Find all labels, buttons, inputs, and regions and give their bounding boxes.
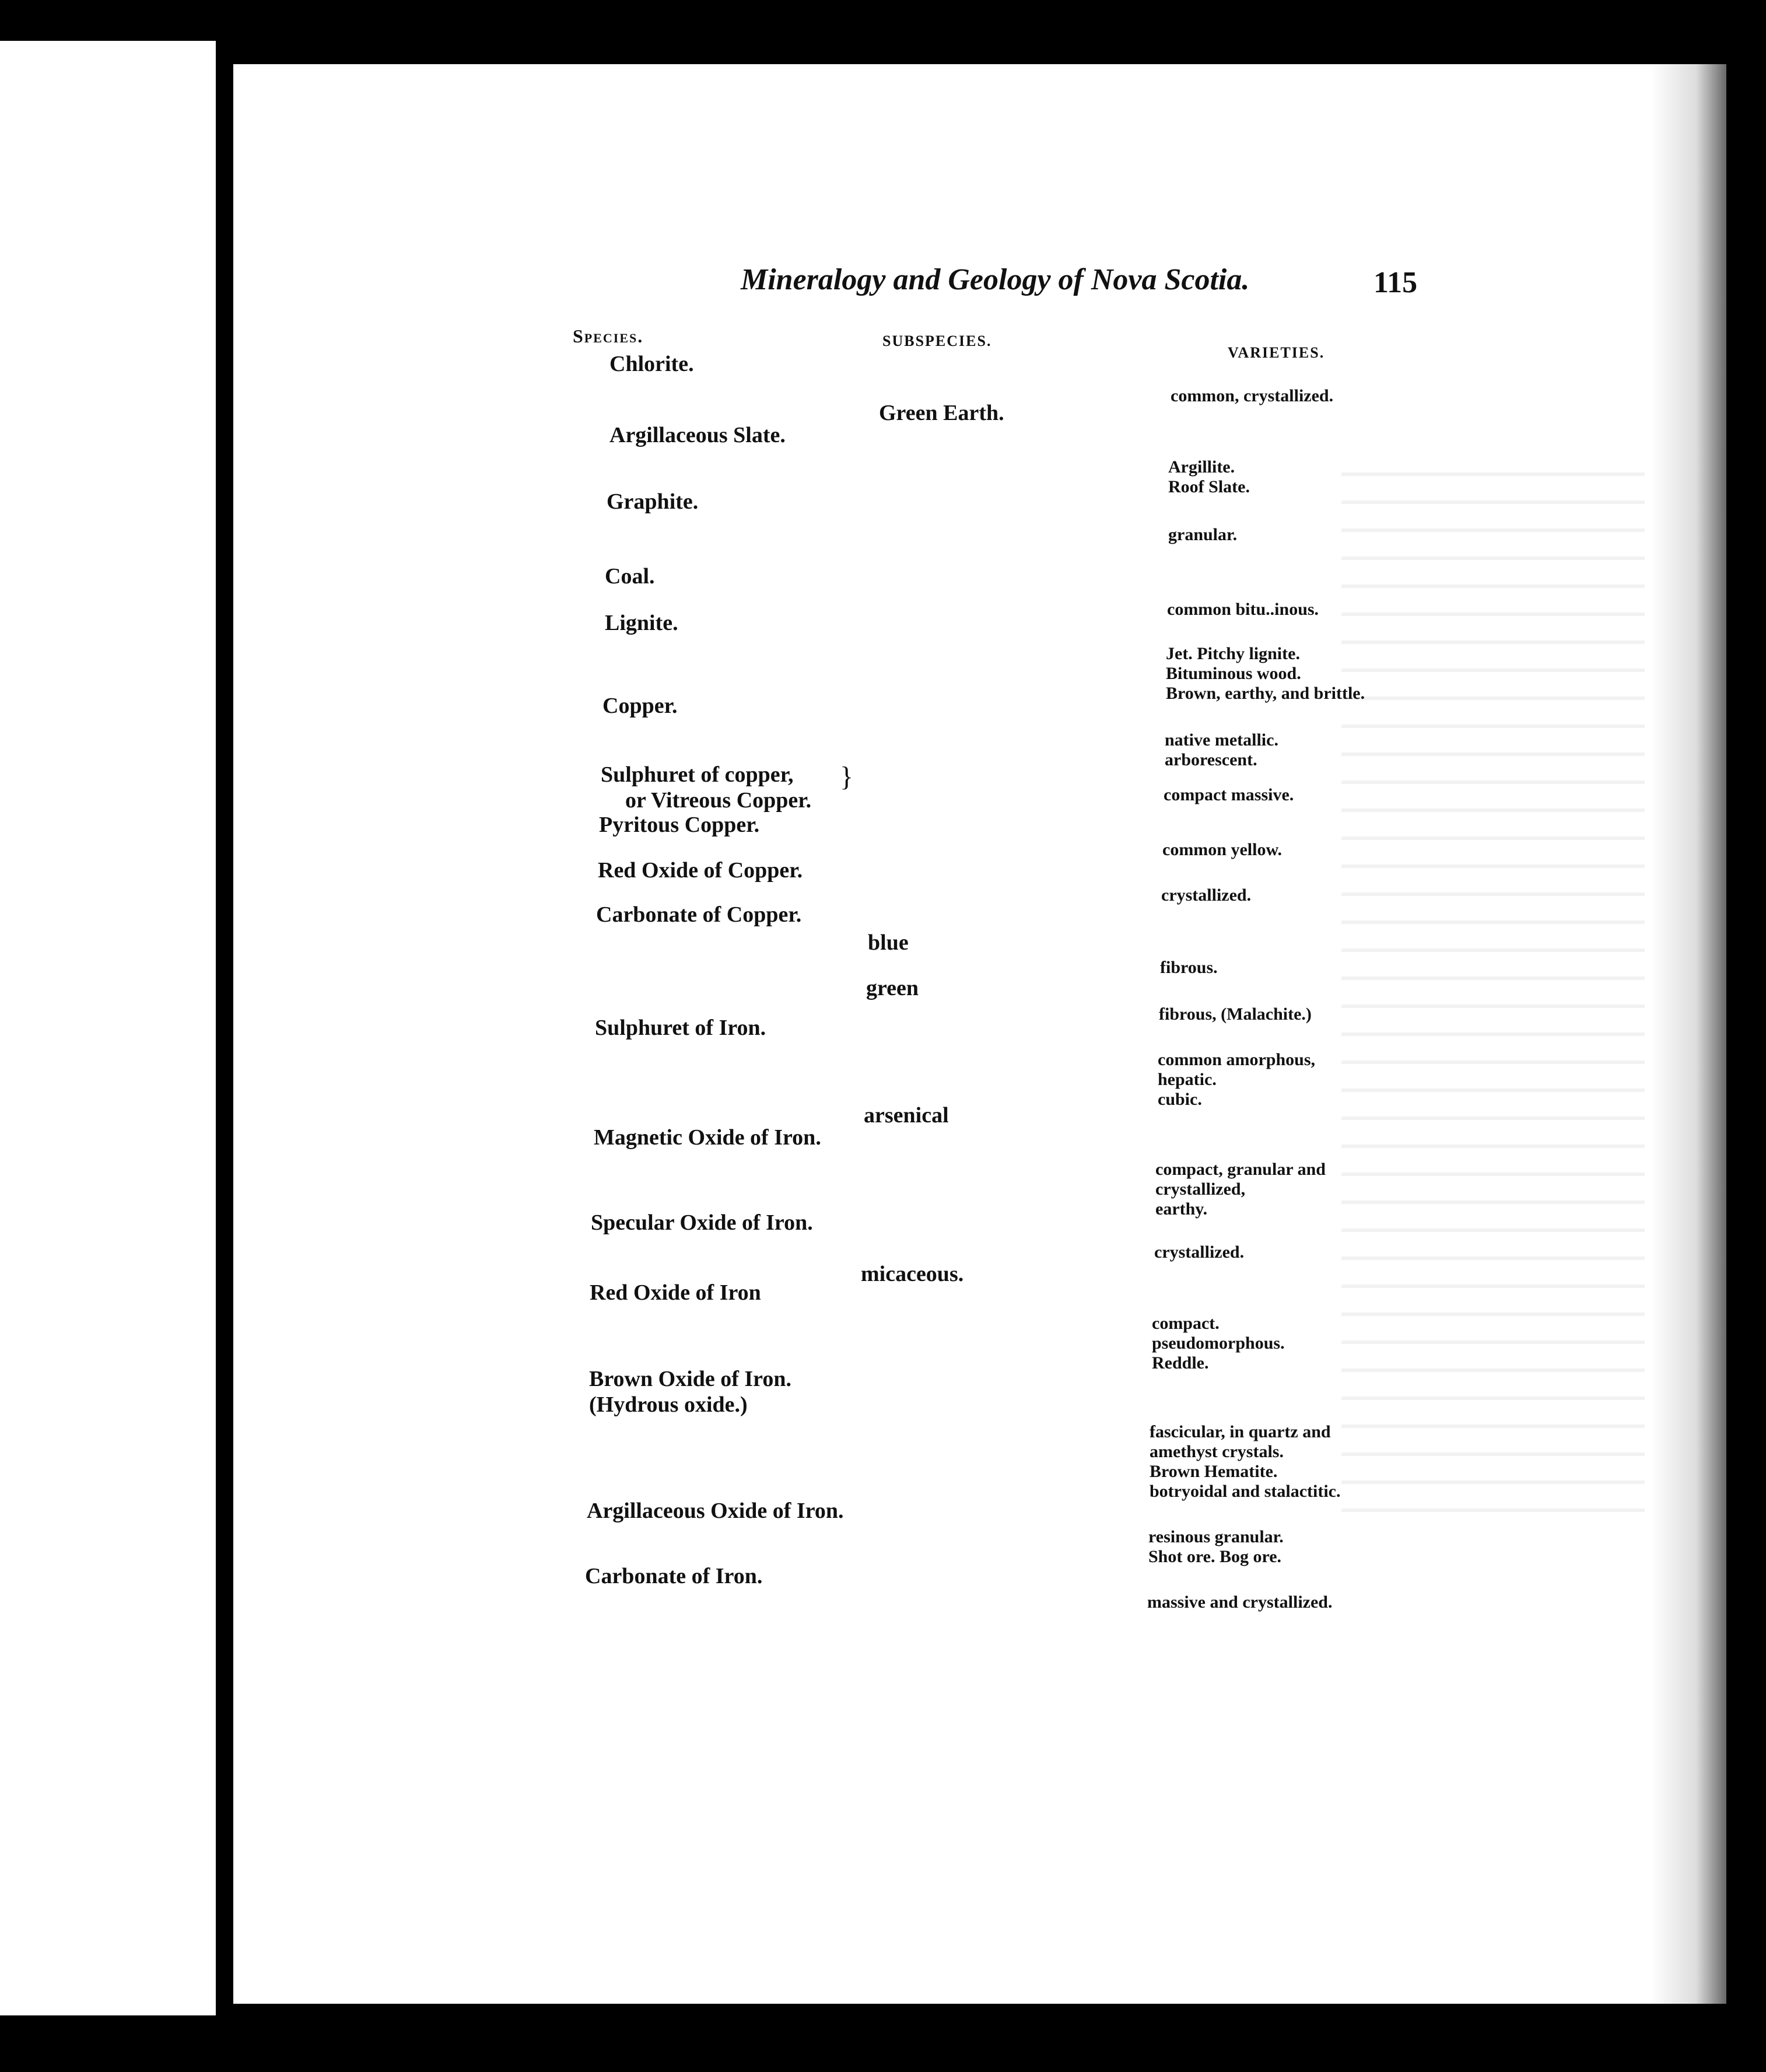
variety-item: Bituminous wood.: [1166, 664, 1301, 683]
variety-item: Shot ore. Bog ore.: [1148, 1547, 1282, 1566]
species-item: or Vitreous Copper.: [625, 788, 812, 813]
species-item: Graphite.: [607, 489, 699, 514]
variety-item: pseudomorphous.: [1152, 1334, 1285, 1353]
variety-item: Brown, earthy, and brittle.: [1166, 684, 1365, 703]
subspecies-item: Green Earth.: [879, 401, 1004, 425]
variety-item: granular.: [1168, 525, 1238, 544]
variety-item: hepatic.: [1158, 1070, 1217, 1089]
species-item: Copper.: [602, 694, 678, 718]
grouping-brace: }: [840, 761, 854, 792]
variety-item: fibrous, (Malachite.): [1159, 1005, 1312, 1024]
variety-item: compact, granular and: [1155, 1160, 1326, 1179]
species-item: Carbonate of Iron.: [585, 1564, 763, 1588]
variety-item: common yellow.: [1162, 840, 1282, 859]
page-number: 115: [1373, 266, 1418, 299]
species-item: Specular Oxide of Iron.: [591, 1210, 813, 1235]
page-edge-shadow: [1651, 64, 1726, 2004]
variety-item: earthy.: [1155, 1199, 1208, 1219]
facing-page: [0, 41, 216, 2015]
subspecies-item: green: [866, 976, 919, 1000]
subspecies-item: blue: [868, 930, 909, 955]
species-item: Brown Oxide of Iron.: [589, 1367, 791, 1391]
species-item: Chlorite.: [609, 352, 694, 376]
variety-item: common amorphous,: [1158, 1050, 1316, 1069]
species-item: Carbonate of Copper.: [596, 902, 802, 927]
species-item: Coal.: [605, 564, 655, 589]
species-item: Magnetic Oxide of Iron.: [594, 1125, 821, 1150]
variety-item: crystallized.: [1161, 886, 1252, 905]
column-header-species: Species.: [573, 326, 644, 346]
column-header-varieties: VARIETIES.: [1228, 344, 1325, 361]
variety-item: resinous granular.: [1148, 1527, 1284, 1546]
variety-item: crystallized,: [1155, 1180, 1246, 1199]
variety-item: native metallic.: [1165, 730, 1278, 750]
variety-item: Roof Slate.: [1168, 477, 1250, 496]
book-page: [233, 64, 1726, 2004]
variety-item: Jet. Pitchy lignite.: [1166, 644, 1300, 663]
species-item: Sulphuret of Iron.: [595, 1016, 766, 1040]
variety-item: Reddle.: [1152, 1353, 1209, 1373]
subspecies-item: arsenical: [864, 1103, 949, 1128]
variety-item: Brown Hematite.: [1150, 1462, 1278, 1481]
variety-item: compact massive.: [1164, 785, 1294, 804]
variety-item: Argillite.: [1168, 457, 1235, 477]
variety-item: fibrous.: [1160, 958, 1218, 977]
species-item: (Hydrous oxide.): [589, 1392, 748, 1417]
variety-item: cubic.: [1158, 1090, 1202, 1109]
species-item: Lignite.: [605, 611, 678, 635]
variety-item: common bitu..inous.: [1167, 600, 1319, 619]
species-item: Argillaceous Slate.: [609, 423, 786, 447]
variety-item: common, crystallized.: [1171, 386, 1334, 405]
variety-item: amethyst crystals.: [1150, 1442, 1284, 1461]
species-item: Argillaceous Oxide of Iron.: [587, 1499, 844, 1523]
variety-item: massive and crystallized.: [1147, 1592, 1333, 1612]
species-item: Pyritous Copper.: [599, 813, 760, 837]
variety-item: botryoidal and stalactitic.: [1150, 1482, 1341, 1501]
species-item: Red Oxide of Copper.: [598, 858, 803, 883]
column-header-subspecies: SUBSPECIES.: [882, 332, 992, 349]
variety-item: fascicular, in quartz and: [1150, 1422, 1331, 1441]
species-item: Red Oxide of Iron: [590, 1280, 761, 1305]
variety-item: arborescent.: [1165, 750, 1257, 769]
variety-item: compact.: [1152, 1314, 1220, 1333]
running-head-title: Mineralogy and Geology of Nova Scotia.: [741, 263, 1250, 296]
subspecies-item: micaceous.: [861, 1262, 964, 1286]
variety-item: crystallized.: [1154, 1242, 1245, 1262]
show-through-text: [1341, 473, 1645, 1522]
book-gutter: [216, 35, 233, 2018]
species-item: Sulphuret of copper,: [601, 762, 794, 787]
